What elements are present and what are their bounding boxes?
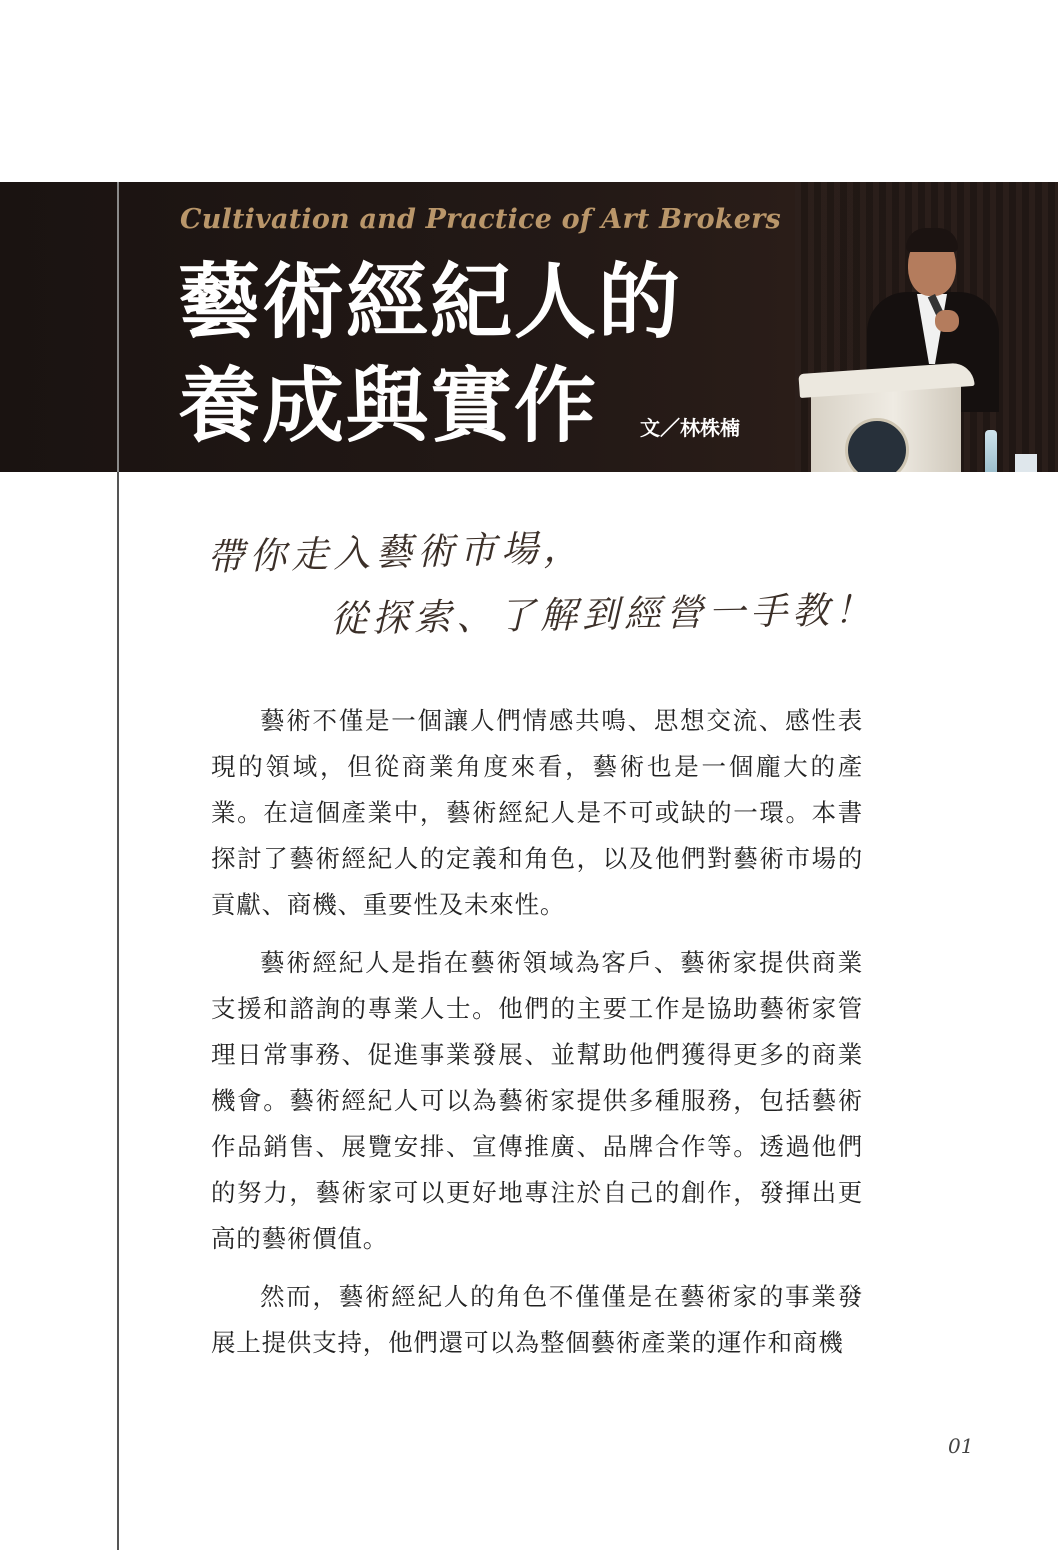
article-body [211, 698, 863, 1378]
paragraph: 藝術不僅是一個讓人們情感共鳴、思想交流、感性表現的領域，但從商業角度來看，藝術也是一個龐大的產業。在這個產業中，藝術經紀人是不可或缺的一環。本書探討了藝術經紀人的定義和角色，以及他們對藝術市場的貢獻、商機、重要性及未來性。 [211, 706, 863, 919]
author-byline: 文／林株楠 [640, 416, 740, 440]
speaker-photo [795, 182, 1058, 472]
paragraph: 然而，藝術經紀人的角色不僅僅是在藝術家的事業發展上提供支持，他們還可以為整個藝術產業的運作和商機 [211, 1282, 863, 1357]
banner-margin-rule [117, 182, 119, 472]
water-bottle [985, 430, 997, 472]
tagline-line-1: 帶你走入藝術市場， [206, 526, 586, 579]
paragraph: 藝術經紀人是指在藝術領域為客戶、藝術家提供商業支援和諮詢的專業人士。他們的主要工作是協助藝術家管理日常事務、促進事業發展、並幫助他們獲得更多的商業機會。藝術經紀人可以為藝術家提供多種服務，包括藝術作品銷售、展覽安排、宣傳推廣、品牌合作等。透過他們的努力，藝術家可以更好地專注於自己的創作，發揮出更高的藝術價值。 [211, 948, 863, 1253]
tagline-line-2: 從探索、了解到經營一手教！ [329, 588, 877, 641]
title-line-1: 藝術經紀人的 [178, 255, 683, 350]
english-subtitle: Cultivation and Practice of Art Brokers [180, 204, 781, 235]
speaker-hand [935, 310, 959, 332]
cup [1015, 454, 1037, 472]
title-banner [0, 182, 1058, 472]
title-line-2: 養成與實作 [178, 359, 599, 454]
page-number: 01 [948, 1434, 974, 1458]
speaker-hair [906, 228, 958, 252]
